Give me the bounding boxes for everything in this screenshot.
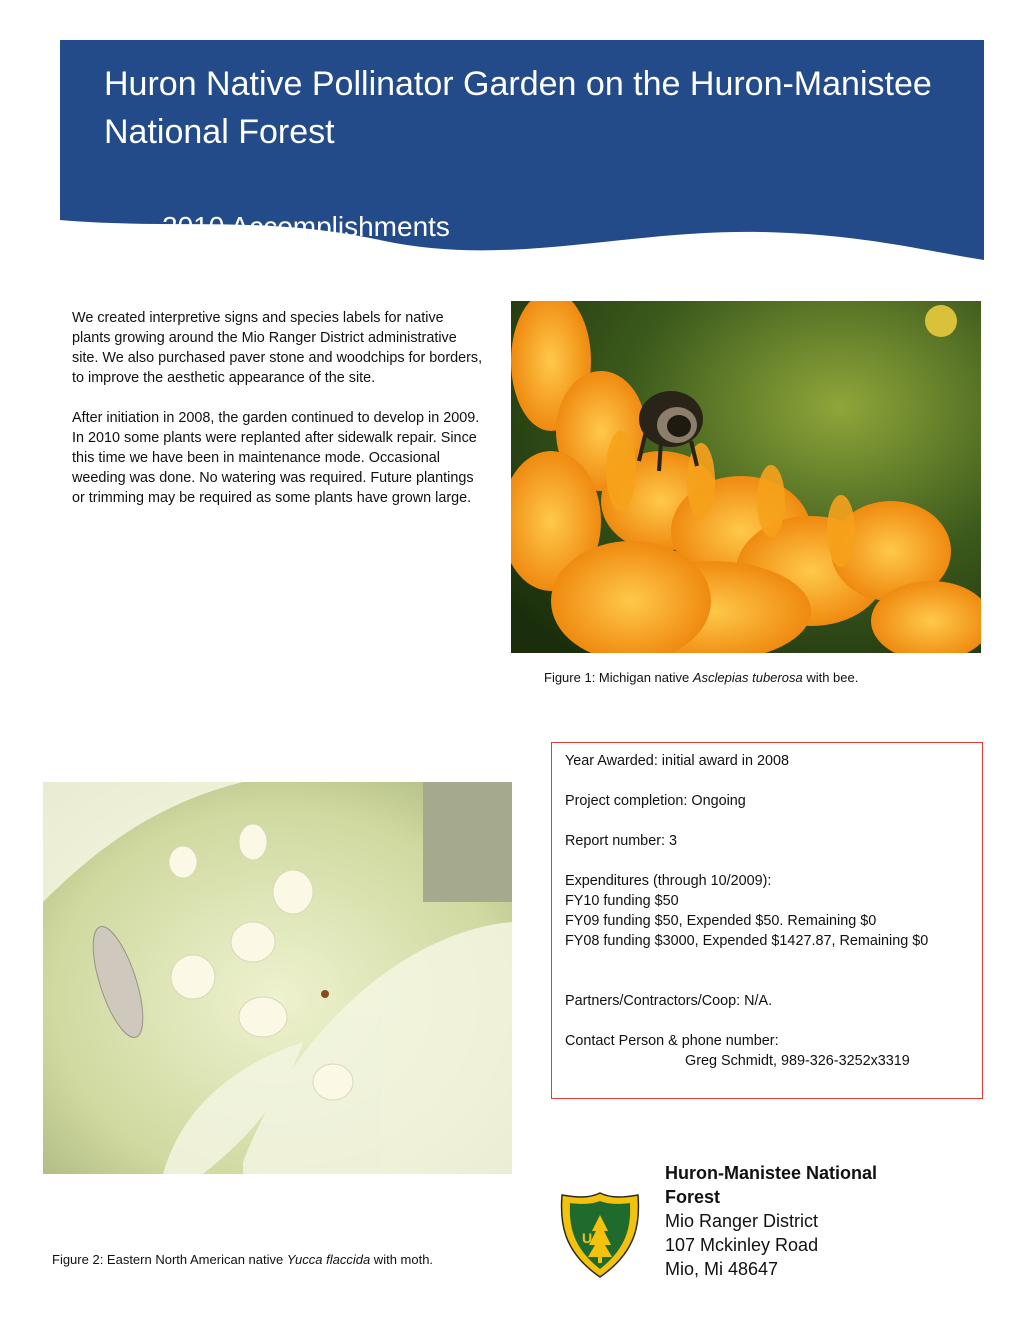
address-block (665, 1161, 935, 1281)
contact-label: Contact Person & phone number: (565, 1033, 779, 1049)
figure2-caption-suffix: with moth. (370, 1252, 434, 1267)
address-org: Huron-Manistee National Forest (665, 1163, 878, 1207)
figure2-caption (52, 1251, 433, 1269)
figure1-photo (511, 301, 981, 653)
figure1-caption (544, 669, 858, 687)
expenditure-fy09: FY09 funding $50, Expended $50. Remaining $0 (565, 913, 877, 929)
report-number: Report number: 3 (565, 833, 677, 849)
figure2-caption-prefix: Figure 2: Eastern North American native (52, 1252, 287, 1267)
figure2-caption-species: Yucca flaccida (286, 1252, 371, 1267)
address-city: Mio, Mi 48647 (665, 1259, 779, 1279)
logo-letters: U S (582, 1230, 606, 1246)
body-paragraph-2: After initiation in 2008, the garden continued to develop in 2009. In 2010 some plants were replanted after sidewalk repair. Since this time we have been in maintenance mode. Occasional weeding was done. No watering was required. Future plantings or trimming may be required as some plants have grown large. (72, 410, 480, 506)
address-street: 107 Mckinley Road (665, 1235, 819, 1255)
project-completion: Project completion: Ongoing (565, 793, 746, 809)
expenditure-fy10: FY10 funding $50 (565, 893, 679, 909)
expenditures-heading: Expenditures (through 10/2009): (565, 873, 772, 889)
contact-value: Greg Schmidt, 989-326-3252x3319 (685, 1053, 910, 1069)
partners: Partners/Contractors/Coop: N/A. (565, 993, 773, 1009)
expenditure-fy08: FY08 funding $3000, Expended $1427.87, Remaining $0 (565, 933, 929, 949)
body-text (72, 308, 484, 528)
figure2-photo (43, 782, 512, 1174)
figure1-caption-suffix: with bee. (802, 670, 859, 685)
page-title: Huron Native Pollinator Garden on the Huron-Manistee National Forest (104, 65, 932, 151)
forest-service-shield-icon (560, 1191, 640, 1279)
figure1-caption-prefix: Figure 1: Michigan native (544, 670, 693, 685)
address-district: Mio Ranger District (665, 1211, 819, 1231)
page-subtitle: 2010 Accomplishments (162, 211, 450, 242)
project-info-box (551, 742, 983, 1099)
body-paragraph-1: We created interpretive signs and species labels for native plants growing around the Mio Ranger District administrative site. We also purchased paver stone and woodchips for borders, to improve the aesthetic appearance of the site. (72, 310, 483, 386)
figure1-caption-species: Asclepias tuberosa (692, 670, 803, 685)
year-awarded: Year Awarded: initial award in 2008 (565, 753, 790, 769)
